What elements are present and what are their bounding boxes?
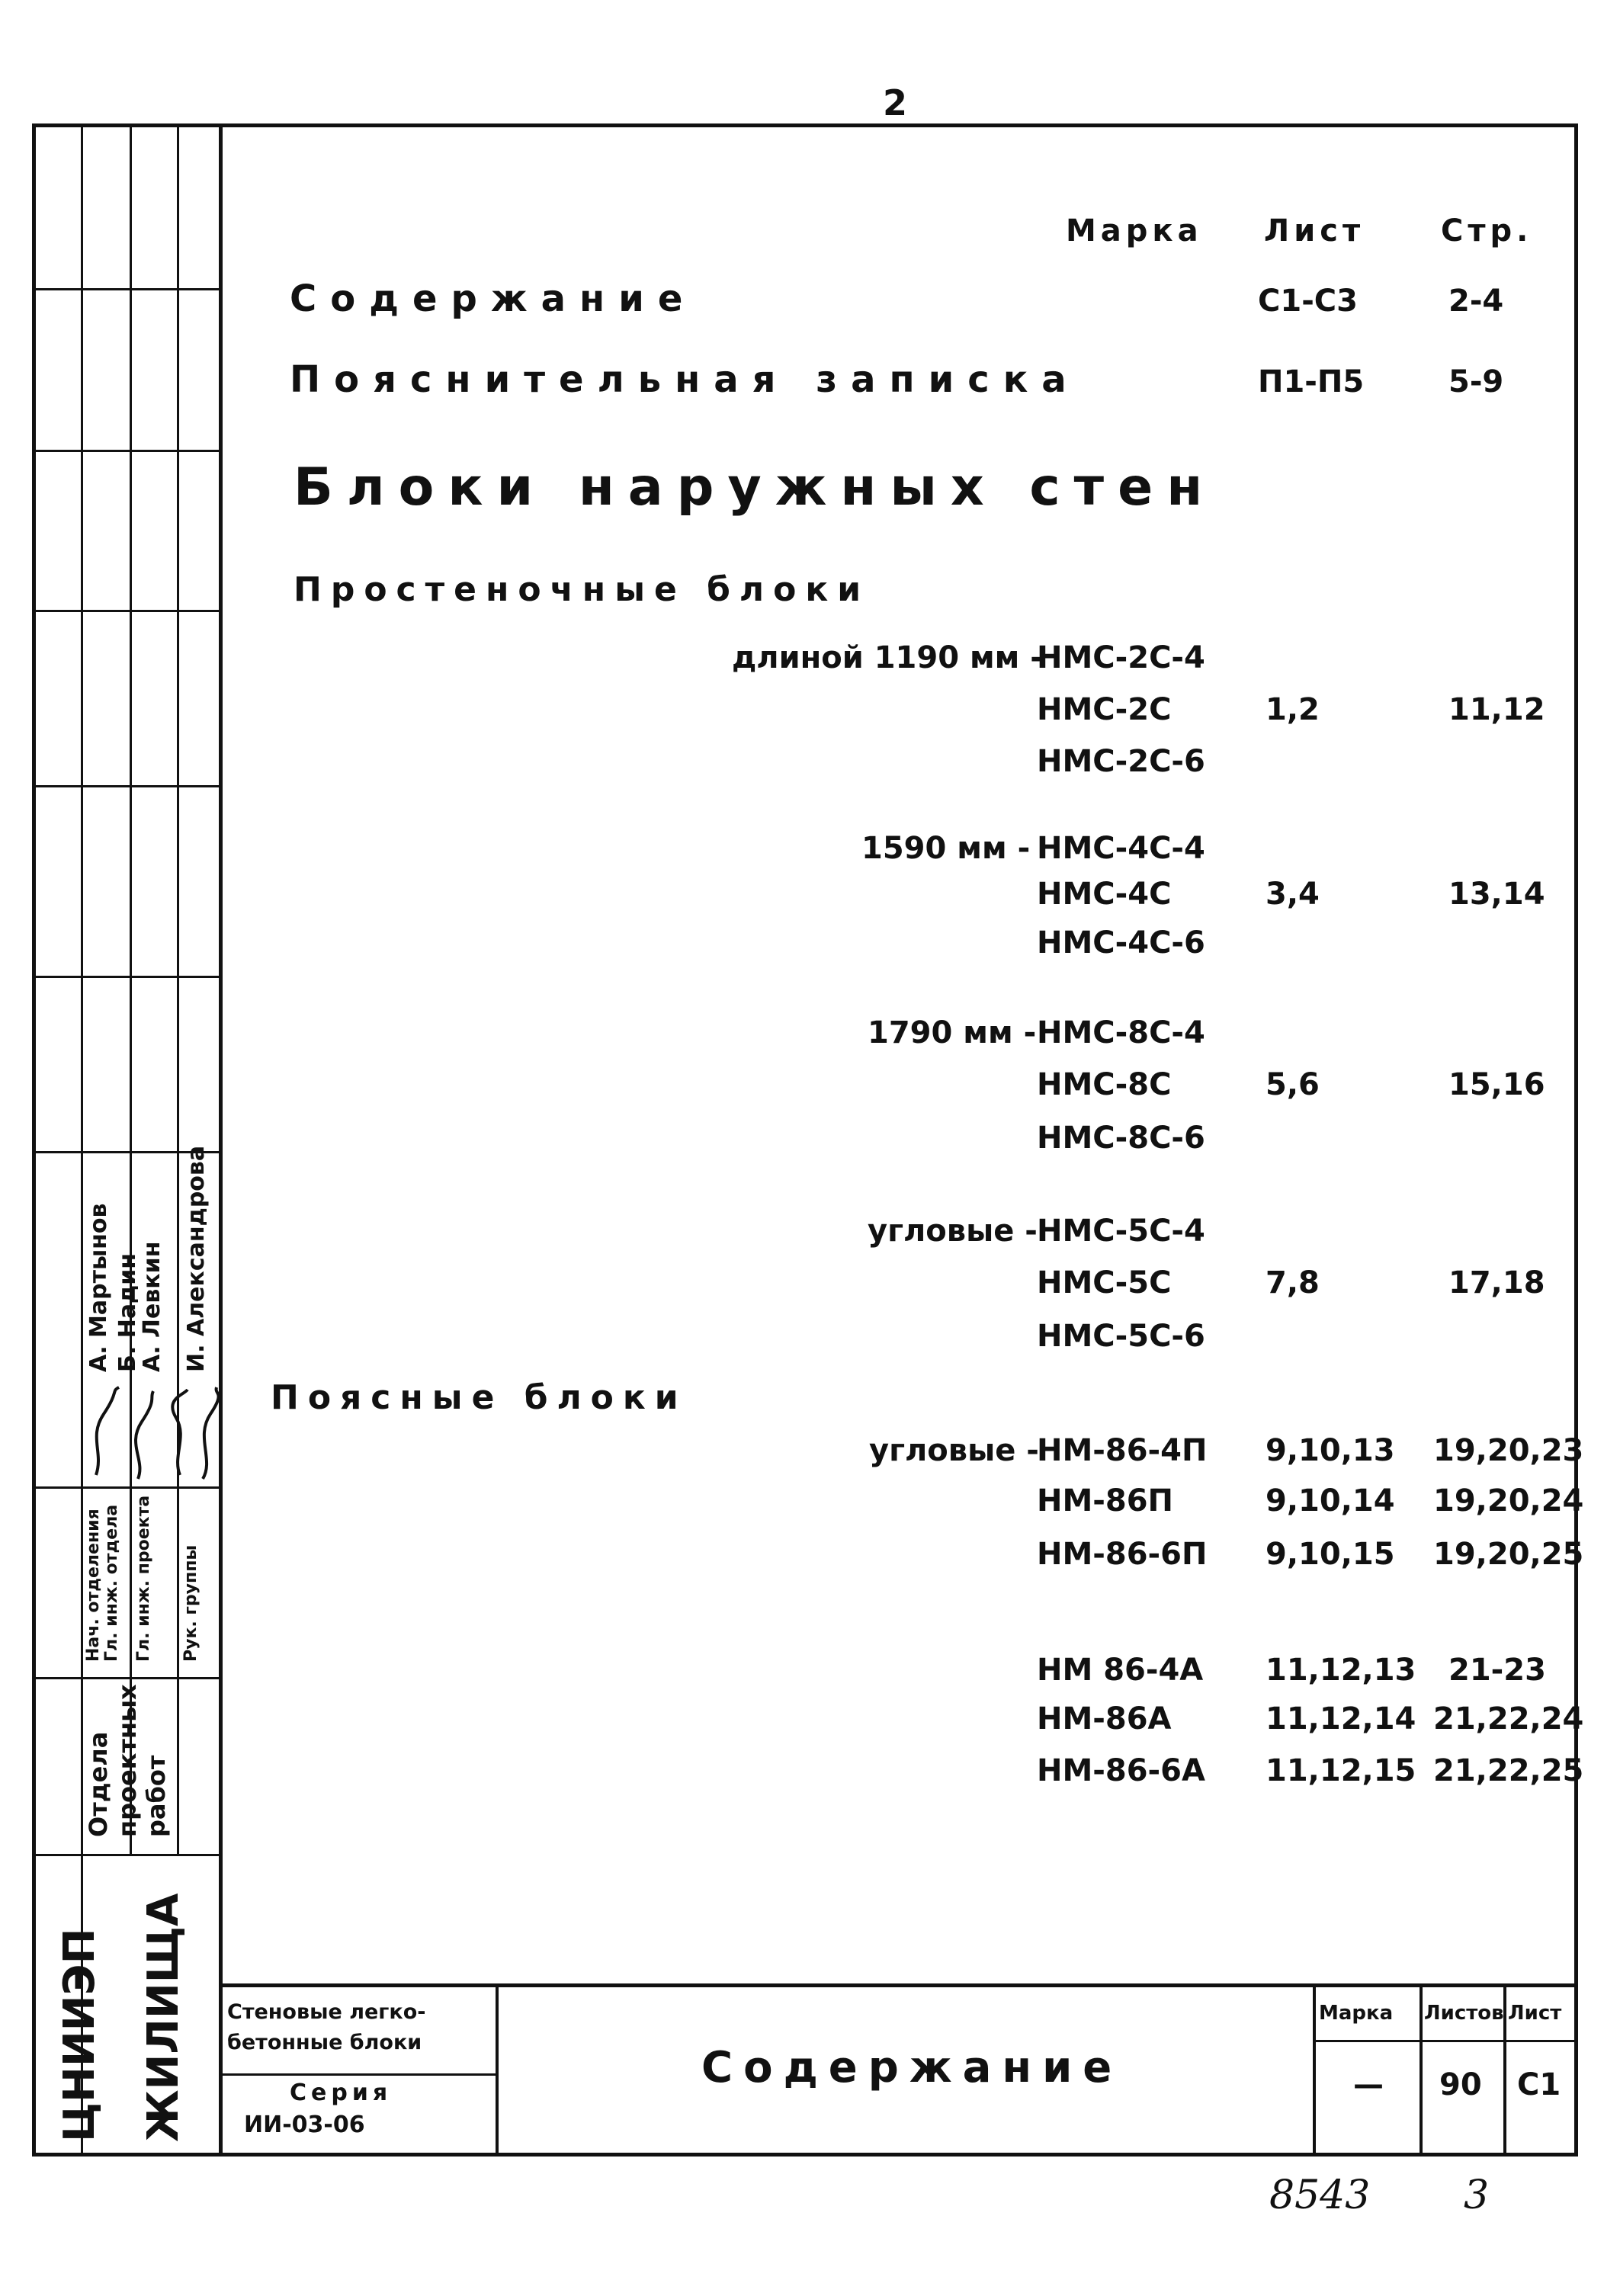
subsection-title: Поясные блоки	[271, 1378, 688, 1417]
doc-title: Содержание	[701, 2043, 1123, 2092]
mark-item: НМ-86А	[1037, 1701, 1172, 1736]
row-sheets: 11,12,15	[1266, 1753, 1416, 1788]
group-label: 1590 мм -	[861, 831, 1031, 866]
row-pages: 19,20,24	[1433, 1483, 1584, 1518]
toc-entry-title: Содержание	[290, 277, 697, 320]
strip-rule	[32, 1854, 223, 1856]
title-block-rule	[223, 2073, 496, 2076]
series-desc: Стеновые легко-	[227, 2000, 426, 2024]
toc-entry-sheets: С1-С3	[1258, 284, 1358, 319]
title-block-divider	[496, 1983, 499, 2157]
mark-item: НМ 86-4А	[1037, 1653, 1204, 1688]
mark-item: НМ-86П	[1037, 1483, 1174, 1518]
series-desc: бетонные блоки	[227, 2031, 422, 2054]
name-label: А. Мартынов	[85, 1203, 112, 1372]
tb-val-sheets: 90	[1439, 2067, 1482, 2102]
group-sheets: 7,8	[1266, 1265, 1320, 1300]
group-pages: 17,18	[1448, 1265, 1545, 1300]
mark-item: НМС-8С-4	[1037, 1015, 1205, 1050]
drawing-frame	[32, 123, 1578, 2157]
role-label: Нач. отделения	[84, 1509, 103, 1662]
series-label: Серия	[290, 2080, 393, 2106]
strip-rule	[32, 610, 223, 612]
strip-rule	[32, 450, 223, 452]
row-pages: 21,22,24	[1433, 1701, 1584, 1736]
col-page-header: Стр.	[1441, 213, 1533, 249]
mark-item: НМ-86-6П	[1037, 1537, 1208, 1572]
mark-item: НМС-5С	[1037, 1265, 1172, 1300]
mark-item: НМ-86-4П	[1037, 1433, 1208, 1468]
tb-val-mark: —	[1353, 2067, 1384, 2102]
mark-item: НМС-5С-4	[1037, 1214, 1205, 1249]
title-block-divider	[1313, 1983, 1316, 2157]
dept-line: работ	[142, 1755, 171, 1837]
title-block-divider	[1420, 1983, 1423, 2157]
mark-item: НМС-4С-4	[1037, 831, 1205, 866]
role-label: Гл. инж. отдела	[102, 1504, 121, 1662]
group-pages: 13,14	[1448, 877, 1545, 912]
row-pages: 21-23	[1448, 1653, 1546, 1688]
row-sheets: 9,10,14	[1266, 1483, 1395, 1518]
role-label: Рук. группы	[181, 1544, 200, 1662]
inventory-number: 8543	[1269, 2173, 1371, 2218]
row-sheets: 9,10,15	[1266, 1537, 1395, 1572]
row-pages: 19,20,23	[1433, 1433, 1584, 1468]
group-label: угловые -	[868, 1214, 1038, 1249]
dept-line: Отдела	[84, 1731, 113, 1837]
mark-item: НМС-8С-6	[1037, 1121, 1205, 1156]
row-pages: 19,20,25	[1433, 1537, 1584, 1572]
left-strip	[32, 123, 223, 2157]
name-label: И. Александрова	[183, 1145, 210, 1372]
strip-rule	[32, 1486, 223, 1489]
toc-entry-sheets: П1-П5	[1258, 364, 1365, 399]
strip-rule	[32, 976, 223, 978]
group-label: длиной 1190 мм -	[732, 640, 1043, 675]
group-pages: 15,16	[1448, 1067, 1545, 1102]
tb-col-mark: Марка	[1319, 2002, 1394, 2025]
mark-item: НМ-86-6А	[1037, 1753, 1205, 1788]
dept-line: проектных	[113, 1684, 142, 1837]
group-sheets: 5,6	[1266, 1067, 1320, 1102]
toc-entry-pages: 2-4	[1448, 284, 1504, 319]
col-sheet-header: Лист	[1264, 213, 1365, 249]
group-pages: 11,12	[1448, 692, 1545, 727]
series-code: ИИ-03-06	[244, 2112, 365, 2138]
col-mark-header: Марка	[1066, 213, 1203, 249]
mark-item: НМС-5С-6	[1037, 1319, 1205, 1354]
strip-divider	[130, 123, 132, 1854]
name-label: Б. Надин	[114, 1252, 141, 1372]
strip-rule	[32, 288, 223, 290]
toc-entry-title: Пояснительная записка	[290, 358, 1080, 401]
strip-divider	[177, 123, 179, 1854]
org-name: ЦНИИЭП	[55, 1928, 104, 2142]
mark-item: НМС-4С-6	[1037, 925, 1205, 960]
org-name: ЖИЛИЩА	[139, 1893, 188, 2142]
strip-rule	[32, 1677, 223, 1679]
strip-divider	[81, 123, 83, 2157]
row-sheets: 9,10,13	[1266, 1433, 1395, 1468]
group-sheets: 1,2	[1266, 692, 1320, 727]
page-number: 2	[883, 82, 908, 123]
footer-page: 3	[1464, 2173, 1490, 2218]
tb-val-sheet: С1	[1517, 2067, 1561, 2102]
signatures	[81, 1384, 223, 1486]
mark-item: НМС-4С	[1037, 877, 1172, 912]
mark-item: НМС-2С-6	[1037, 744, 1205, 779]
strip-rule	[32, 785, 223, 787]
subsection-title: Простеночные блоки	[294, 570, 871, 609]
role-label: Гл. инж. проекта	[134, 1495, 153, 1662]
group-sheets: 3,4	[1266, 877, 1320, 912]
mark-item: НМС-2С-4	[1037, 640, 1205, 675]
name-label: А. Левкин	[139, 1241, 165, 1372]
row-pages: 21,22,25	[1433, 1753, 1584, 1788]
group-label: 1790 мм -	[868, 1015, 1037, 1050]
tb-col-sheet: Лист	[1508, 2002, 1562, 2025]
tb-col-sheets: Листов	[1424, 2002, 1504, 2025]
row-sheets: 11,12,13	[1266, 1653, 1416, 1688]
mark-item: НМС-8С	[1037, 1067, 1172, 1102]
section-title: Блоки наружных стен	[294, 457, 1217, 518]
toc-entry-pages: 5-9	[1448, 364, 1504, 399]
row-sheets: 11,12,14	[1266, 1701, 1416, 1736]
group-label: угловые -	[869, 1433, 1039, 1468]
mark-item: НМС-2С	[1037, 692, 1172, 727]
title-block-rule	[1313, 2040, 1578, 2042]
title-block-top	[223, 1983, 1578, 1987]
